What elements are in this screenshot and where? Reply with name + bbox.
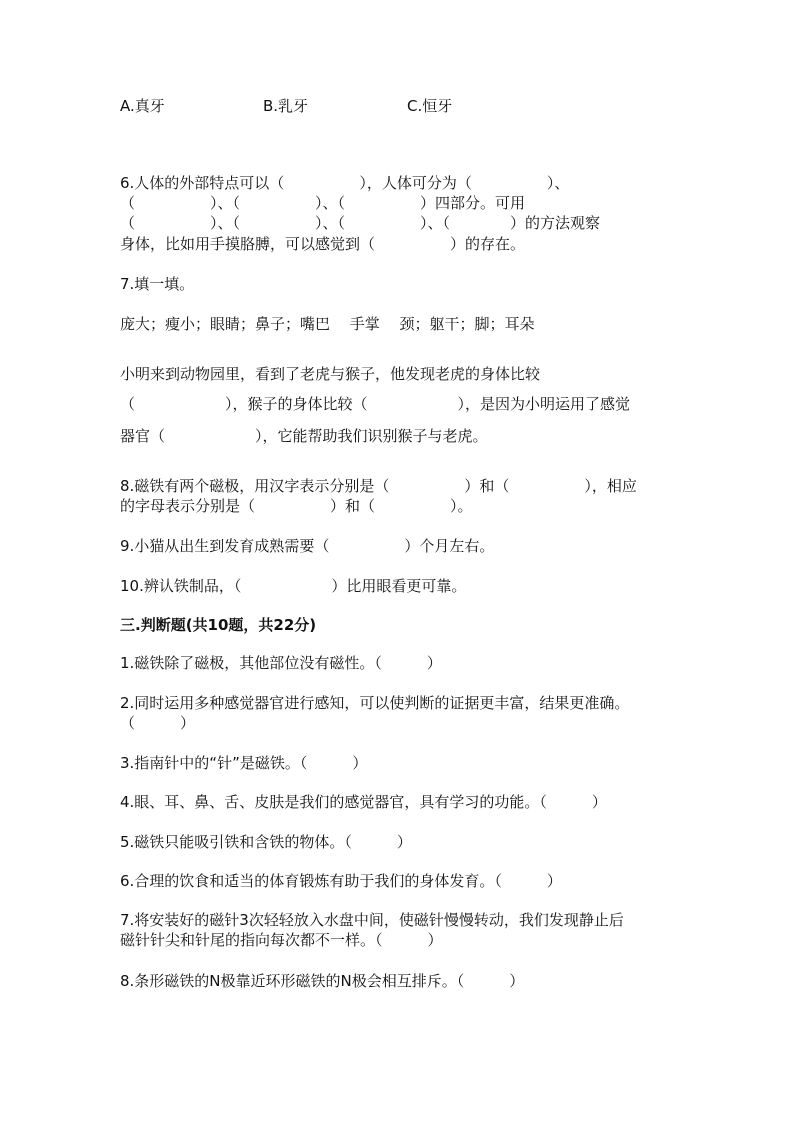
q5-option-b: B.乳牙 bbox=[263, 97, 309, 115]
q8-line-2: 的字母表示分别是（ ）和（ ）。 bbox=[120, 497, 473, 515]
q5-option-a: A.真牙 bbox=[120, 97, 165, 115]
judge-item-1: 1.磁铁除了磁极，其他部位没有磁性。（ ） bbox=[120, 654, 442, 672]
q9-text: 9.小猫从出生到发育成熟需要（ ）个月左右。 bbox=[120, 537, 495, 555]
q10-text: 10.辨认铁制品，（ ）比用眼看更可靠。 bbox=[120, 577, 467, 595]
judge-item-2-line-1: 2.同时运用多种感觉器官进行感知，可以使判断的证据更丰富，结果更准确。 bbox=[120, 694, 630, 712]
q7-text-line-2: （ ），猴子的身体比较（ ），是因为小明运用了感觉 bbox=[120, 395, 631, 413]
judge-item-2-line-2: （ ） bbox=[120, 714, 196, 732]
q7-title: 7.填一填。 bbox=[120, 275, 195, 293]
judge-item-7-line-1: 7.将安装好的磁针3次轻轻放入水盘中间，使磁针慢慢转动，我们发现静止后 bbox=[120, 911, 624, 929]
judge-item-7-line-2: 磁针针尖和针尾的指向每次都不一样。（ ） bbox=[120, 931, 443, 949]
section-judge-heading: 三.判断题(共10题，共22分) bbox=[120, 616, 317, 634]
q6-line-3: （ ）、（ ）、（ ）、（ ）的方法观察 bbox=[120, 214, 601, 232]
q7-text-line-1: 小明来到动物园里，看到了老虎与猴子，他发现老虎的身体比较 bbox=[120, 365, 541, 383]
judge-item-5: 5.磁铁只能吸引铁和含铁的物体。（ ） bbox=[120, 833, 412, 851]
q5-option-c: C.恒牙 bbox=[407, 97, 453, 115]
q8-line-1: 8.磁铁有两个磁极，用汉字表示分别是（ ）和（ ），相应 bbox=[120, 477, 637, 495]
q6-line-1: 6.人体的外部特点可以（ ），人体可分为（ ）、 bbox=[120, 174, 570, 192]
judge-item-4: 4.眼、耳、鼻、舌、皮肤是我们的感觉器官，具有学习的功能。（ ） bbox=[120, 793, 607, 811]
q7-text-line-3: 器官（ ），它能帮助我们识别猴子与老虎。 bbox=[120, 427, 488, 445]
q6-line-2: （ ）、（ ）、（ ）四部分。可用 bbox=[120, 194, 526, 212]
judge-item-3: 3.指南针中的“针”是磁铁。（ ） bbox=[120, 754, 368, 772]
q6-line-4: 身体，比如用手摸胳膊，可以感觉到（ ）的存在。 bbox=[120, 235, 526, 253]
judge-item-8: 8.条形磁铁的N极靠近环形磁铁的N极会相互排斥。（ ） bbox=[120, 972, 525, 990]
q7-word-bank: 庞大；瘦小；眼睛；鼻子；嘴巴 手掌 颈；躯干；脚；耳朵 bbox=[120, 315, 535, 333]
judge-item-6: 6.合理的饮食和适当的体育锻炼有助于我们的身体发育。（ ） bbox=[120, 872, 562, 890]
